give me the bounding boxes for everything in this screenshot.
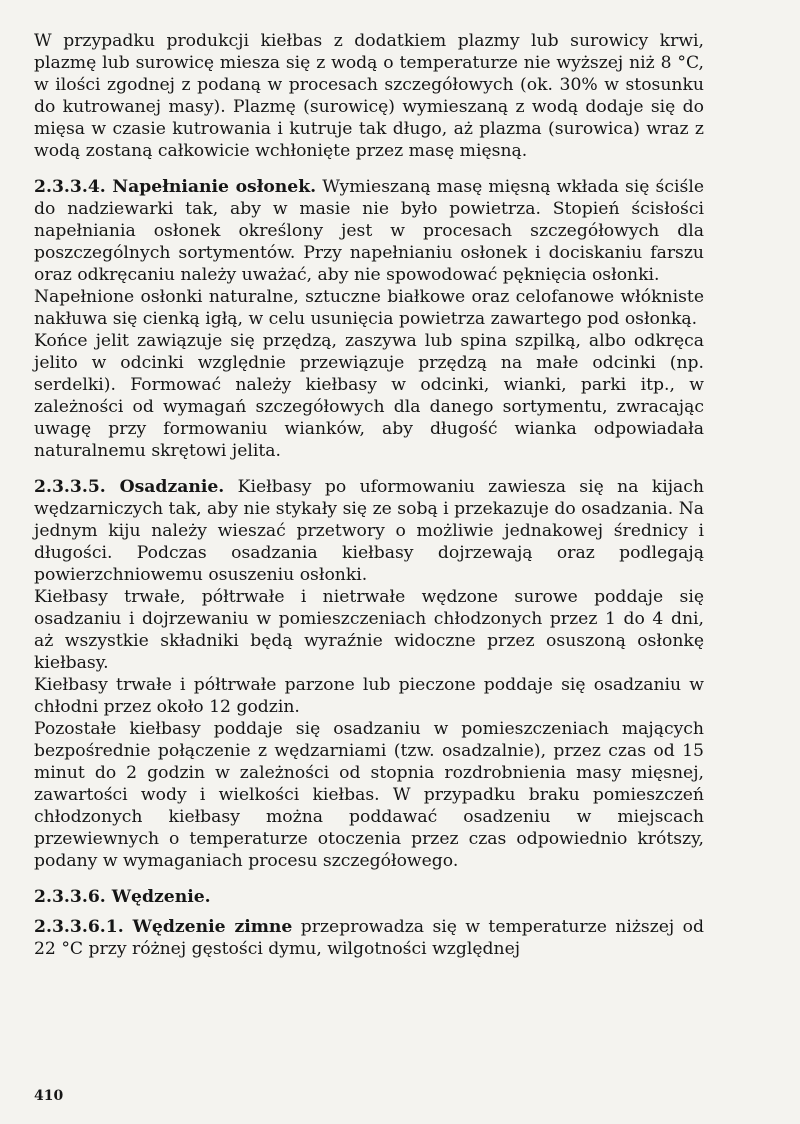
section-heading: 2.3.3.4. Napełnianie osłonek. <box>34 177 317 197</box>
section-2-3-3-6-1 <box>34 916 704 960</box>
section-heading: 2.3.3.6. Wędzenie. <box>34 887 211 907</box>
intro-paragraph: W przypadku produkcji kiełbas z dodatkiem plazmy lub surowicy krwi, plazmę lub surowicę miesza się z wodą o temperaturze nie wyższej niż 8 °C, w ilości zgodnej z podaną w procesach szczegółowych (ok. 30% w stosunku do kutrowanej masy). Plazmę (surowicę) wymieszaną z wodą dodaje się do mięsa w czasie kutrowania i kutruje tak długo, aż plazma (surowica) wraz z wodą zostaną całkowicie wchłonięte przez masę mięsną. <box>34 31 704 161</box>
paragraph: Kiełbasy trwałe i półtrwałe parzone lub pieczone poddaje się osadzaniu w chłodni przez około 12 godzin. <box>34 675 704 717</box>
section-heading: 2.3.3.5. Osadzanie. <box>34 477 225 497</box>
section-text: Wymieszaną masę mięsną wkłada się ściśle do nadziewarki tak, aby w masie nie było powietrza. Stopień ścisłości napełniania osłonek określony jest w procesach szczegółowych dla poszczególnych sortymentów. Przy napełnianiu osłonek i dociskaniu farszu oraz odkręcaniu należy uważać, aby nie spowodować pęknięcia osłonki. <box>34 177 704 285</box>
section-2-3-3-6 <box>34 886 704 908</box>
section-text: Kiełbasy po uformowaniu zawiesza się na kijach wędzarniczych tak, aby nie stykały się ze sobą i przekazuje do osadzania. Na jednym kiju należy wieszać przetwory o możliwie jednakowej średnicy i długości. Podczas osadzania kiełbasy dojrzewają oraz podlegają powierzchniowemu osuszeniu osłonki. <box>34 477 704 585</box>
paragraph: Kiełbasy trwałe, półtrwałe i nietrwałe wędzone surowe poddaje się osadzaniu i dojrzewaniu w pomieszczeniach chłodzonych przez 1 do 4 dni, aż wszystkie składniki będą wyraźnie widoczne przez osuszoną osłonkę kiełbasy. <box>34 587 704 673</box>
section-2-3-3-5 <box>34 476 704 586</box>
page-number: 410 <box>34 1088 64 1104</box>
section-heading: 2.3.3.6.1. Wędzenie zimne <box>34 917 293 937</box>
paragraph: Pozostałe kiełbasy poddaje się osadzaniu w pomieszczeniach mających bezpośrednie połączenie z wędzarniami (tzw. osadzalnie), przez czas od 15 minut do 2 godzin w zależności od stopnia rozdrobnienia masy mięsnej, zawartości wody i wielkości kiełbas. W przypadku braku pomieszczeń chłodzonych kiełbasy można poddawać osadzeniu w miejscach przewiewnych o temperaturze otoczenia przez czas odpowiednio krótszy, podany w wymaganiach procesu szczegółowego. <box>34 719 704 871</box>
paragraph: Końce jelit zawiązuje się przędzą, zaszywa lub spina szpilką, albo odkręca jelito w odcinki względnie przewiązuje przędzą na małe odcinki (np. serdelki). Formować należy kiełbasy w odcinki, wianki, parki itp., w zależności od wymagań szczegółowych dla danego sortymentu, zwracając uwagę przy formowaniu wianków, aby długość wianka odpowiadała naturalnemu skrętowi jelita. <box>34 331 704 461</box>
section-2-3-3-4 <box>34 176 704 286</box>
section-text: przeprowadza się w temperaturze niższej od 22 °C przy różnej gęstości dymu, wilgotności względnej <box>34 917 705 959</box>
paragraph: Napełnione osłonki naturalne, sztuczne białkowe oraz celofanowe włókniste nakłuwa się cienką igłą, w celu usunięcia powietrza zawartego pod osłonką. <box>34 287 704 329</box>
